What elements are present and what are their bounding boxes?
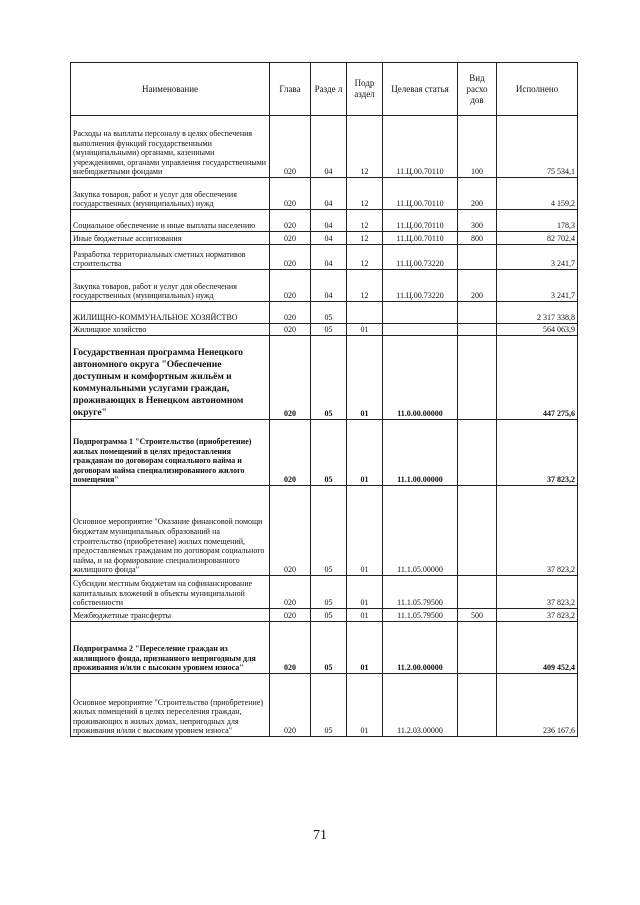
row-vid: 100 bbox=[458, 116, 497, 178]
row-podrazdel: 12 bbox=[347, 232, 383, 245]
row-name: Закупка товаров, работ и услуг для обеспечения государственных (муниципальных) нужд bbox=[71, 270, 270, 302]
row-article: 11.2.03.00000 bbox=[383, 674, 458, 737]
row-name: Закупка товаров, работ и услуг для обеспечения государственных (муниципальных) нужд bbox=[71, 178, 270, 210]
row-vid bbox=[458, 420, 497, 486]
row-glava: 020 bbox=[270, 336, 311, 420]
row-done: 564 063,9 bbox=[497, 324, 578, 336]
row-done: 75 534,1 bbox=[497, 116, 578, 178]
row-razdel: 05 bbox=[311, 324, 347, 336]
row-razdel: 04 bbox=[311, 116, 347, 178]
header-done: Исполнено bbox=[497, 63, 578, 116]
row-article: 11.Ц.00.73220 bbox=[383, 245, 458, 270]
row-article: 11.Ц.00.70110 bbox=[383, 116, 458, 178]
table-row bbox=[71, 245, 578, 270]
row-glava: 020 bbox=[270, 302, 311, 324]
row-name: Разработка территориальных сметных нормативов строительства bbox=[71, 245, 270, 270]
row-name: Расходы на выплаты персоналу в целях обеспечения выполнения функций государственными (муниципальными) органами, казенными учреждениями, органами управления государственными внебюджетными фондами bbox=[71, 116, 270, 178]
row-vid bbox=[458, 245, 497, 270]
row-razdel: 05 bbox=[311, 336, 347, 420]
row-glava: 020 bbox=[270, 270, 311, 302]
row-name: Субсидии местным бюджетам на софинансирование капитальных вложений в объекты муниципальной собственности bbox=[71, 576, 270, 609]
row-glava: 020 bbox=[270, 178, 311, 210]
row-podrazdel: 01 bbox=[347, 336, 383, 420]
row-vid: 800 bbox=[458, 232, 497, 245]
row-article: 11.1.05.79500 bbox=[383, 576, 458, 609]
row-vid: 500 bbox=[458, 609, 497, 622]
header-vid: Вид расхо дов bbox=[458, 63, 497, 116]
row-vid: 200 bbox=[458, 178, 497, 210]
row-glava: 020 bbox=[270, 576, 311, 609]
table-row bbox=[71, 116, 578, 178]
row-done: 236 167,6 bbox=[497, 674, 578, 737]
page-number: 71 bbox=[313, 828, 327, 843]
row-razdel: 05 bbox=[311, 302, 347, 324]
row-vid bbox=[458, 576, 497, 609]
row-razdel: 04 bbox=[311, 270, 347, 302]
row-name: Иные бюджетные ассигнования bbox=[71, 232, 270, 245]
table-row bbox=[71, 210, 578, 232]
row-razdel: 04 bbox=[311, 232, 347, 245]
row-vid bbox=[458, 622, 497, 674]
row-podrazdel: 01 bbox=[347, 486, 383, 576]
row-razdel: 04 bbox=[311, 178, 347, 210]
row-done: 2 317 338,8 bbox=[497, 302, 578, 324]
row-name: Подпрограмма 1 "Строительство (приобретение) жилых помещений в целях предоставления гражданам по договорам социального найма и договорам найма специализированного жилого помещения" bbox=[71, 420, 270, 486]
row-podrazdel bbox=[347, 302, 383, 324]
row-done: 3 241,7 bbox=[497, 270, 578, 302]
table-row bbox=[71, 486, 578, 576]
header-name: Наименование bbox=[71, 63, 270, 116]
row-article: 11.1.00.00000 bbox=[383, 420, 458, 486]
row-vid bbox=[458, 486, 497, 576]
row-name: ЖИЛИЩНО-КОММУНАЛЬНОЕ ХОЗЯЙСТВО bbox=[71, 302, 270, 324]
row-vid bbox=[458, 302, 497, 324]
row-razdel: 05 bbox=[311, 486, 347, 576]
row-name: Основное мероприятие "Строительство (приобретение) жилых помещений в целях переселения граждан, проживающих в жилых домах, непригодных для проживания и/или с высоким уровнем износа" bbox=[71, 674, 270, 737]
row-name: Межбюджетные трансферты bbox=[71, 609, 270, 622]
row-done: 37 823,2 bbox=[497, 486, 578, 576]
row-podrazdel: 12 bbox=[347, 116, 383, 178]
row-done: 37 823,2 bbox=[497, 576, 578, 609]
table-row bbox=[71, 270, 578, 302]
table-row bbox=[71, 302, 578, 324]
row-glava: 020 bbox=[270, 486, 311, 576]
row-podrazdel: 12 bbox=[347, 178, 383, 210]
row-podrazdel: 01 bbox=[347, 609, 383, 622]
row-article bbox=[383, 324, 458, 336]
header-podrazdel: Подр аздел bbox=[347, 63, 383, 116]
row-razdel: 05 bbox=[311, 420, 347, 486]
row-done: 4 159,2 bbox=[497, 178, 578, 210]
row-podrazdel: 01 bbox=[347, 674, 383, 737]
table-row bbox=[71, 622, 578, 674]
row-article: 11.1.05.79500 bbox=[383, 609, 458, 622]
row-article bbox=[383, 302, 458, 324]
row-article: 11.Ц.00.70110 bbox=[383, 210, 458, 232]
table-row bbox=[71, 420, 578, 486]
table-row bbox=[71, 576, 578, 609]
row-name: Основное мероприятие "Оказание финансовой помощи бюджетам муниципальных образований на строительство (приобретение) жилых помещений, предоставляемых гражданам по договорам социального найма, и на формирование специализированного жилищного фонда" bbox=[71, 486, 270, 576]
row-glava: 020 bbox=[270, 622, 311, 674]
row-article: 11.0.00.00000 bbox=[383, 336, 458, 420]
table-row bbox=[71, 609, 578, 622]
row-name: Социальное обеспечение и иные выплаты населению bbox=[71, 210, 270, 232]
row-done: 37 823,2 bbox=[497, 609, 578, 622]
header-glava: Глава bbox=[270, 63, 311, 116]
table-header-row bbox=[71, 63, 578, 116]
row-razdel: 05 bbox=[311, 674, 347, 737]
row-glava: 020 bbox=[270, 245, 311, 270]
row-podrazdel: 01 bbox=[347, 622, 383, 674]
row-name: Подпрограмма 2 "Переселение граждан из жилищного фонда, признанного непригодным для проживания и/или с высоким уровнем износа" bbox=[71, 622, 270, 674]
row-glava: 020 bbox=[270, 674, 311, 737]
row-vid: 300 bbox=[458, 210, 497, 232]
row-article: 11.2.00.00000 bbox=[383, 622, 458, 674]
header-article: Целевая статья bbox=[383, 63, 458, 116]
row-glava: 020 bbox=[270, 116, 311, 178]
row-article: 11.1.05.00000 bbox=[383, 486, 458, 576]
row-article: 11.Ц.00.70110 bbox=[383, 178, 458, 210]
row-done: 37 823,2 bbox=[497, 420, 578, 486]
budget-table bbox=[70, 62, 578, 737]
row-razdel: 05 bbox=[311, 576, 347, 609]
row-article: 11.Ц.00.70110 bbox=[383, 232, 458, 245]
table-row bbox=[71, 178, 578, 210]
table-row bbox=[71, 324, 578, 336]
row-vid bbox=[458, 674, 497, 737]
row-done: 82 702,4 bbox=[497, 232, 578, 245]
row-podrazdel: 12 bbox=[347, 245, 383, 270]
row-done: 447 275,6 bbox=[497, 336, 578, 420]
row-done: 409 452,4 bbox=[497, 622, 578, 674]
table-row bbox=[71, 674, 578, 737]
row-glava: 020 bbox=[270, 609, 311, 622]
row-podrazdel: 01 bbox=[347, 576, 383, 609]
row-podrazdel: 01 bbox=[347, 420, 383, 486]
row-glava: 020 bbox=[270, 232, 311, 245]
row-vid bbox=[458, 324, 497, 336]
row-razdel: 04 bbox=[311, 210, 347, 232]
row-glava: 020 bbox=[270, 324, 311, 336]
row-razdel: 04 bbox=[311, 245, 347, 270]
table-row bbox=[71, 232, 578, 245]
row-podrazdel: 12 bbox=[347, 210, 383, 232]
row-glava: 020 bbox=[270, 210, 311, 232]
row-done: 3 241,7 bbox=[497, 245, 578, 270]
row-vid bbox=[458, 336, 497, 420]
header-razdel: Разде л bbox=[311, 63, 347, 116]
row-razdel: 05 bbox=[311, 622, 347, 674]
row-article: 11.Ц.00.73220 bbox=[383, 270, 458, 302]
row-razdel: 05 bbox=[311, 609, 347, 622]
row-name: Государственная программа Ненецкого автономного округа "Обеспечение доступным и комфортным жильём и коммунальными услугами граждан, проживающих в Ненецком автономном округе" bbox=[71, 336, 270, 420]
row-done: 178,3 bbox=[497, 210, 578, 232]
row-name: Жилищное хозяйство bbox=[71, 324, 270, 336]
row-vid: 200 bbox=[458, 270, 497, 302]
row-podrazdel: 01 bbox=[347, 324, 383, 336]
row-glava: 020 bbox=[270, 420, 311, 486]
row-podrazdel: 12 bbox=[347, 270, 383, 302]
table-row bbox=[71, 336, 578, 420]
